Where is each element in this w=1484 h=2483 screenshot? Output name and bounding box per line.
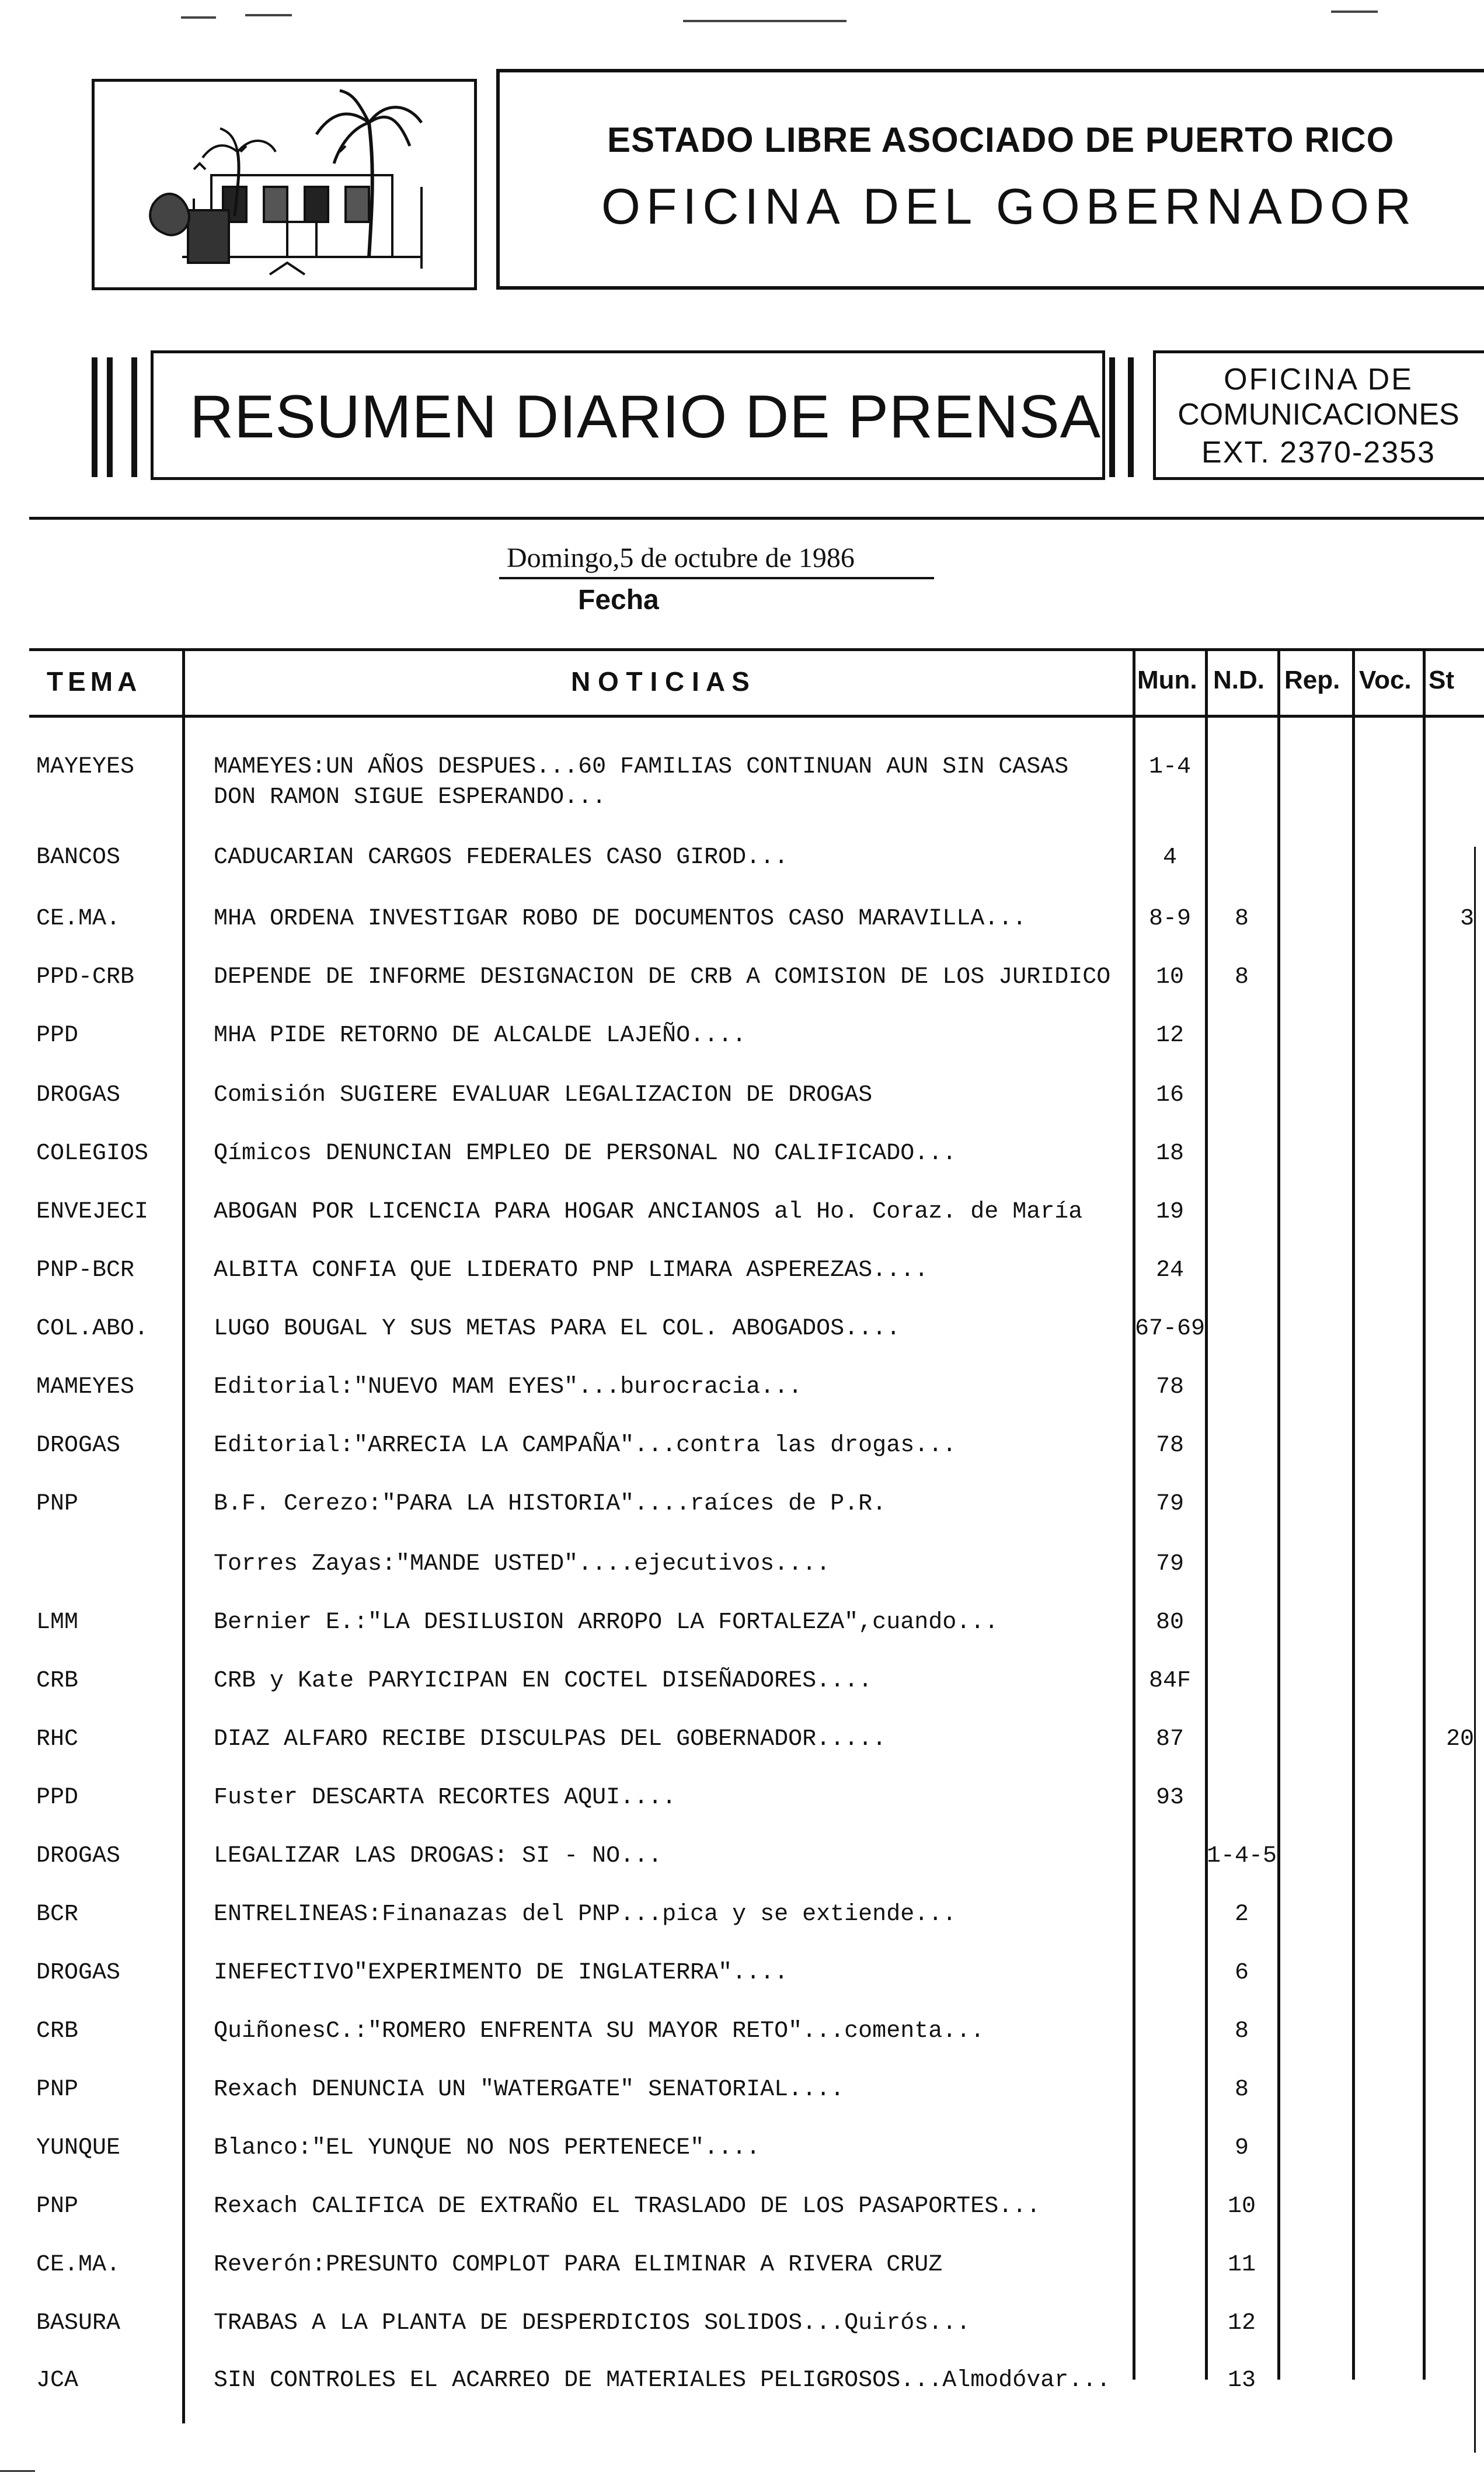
row-noticia: Reverón:PRESUNTO COMPLOT PARA ELIMINAR A RIVERA CRUZ bbox=[214, 2252, 943, 2278]
fortaleza-illustration bbox=[95, 82, 474, 287]
row-noticia: TRABAS A LA PLANTA DE DESPERDICIOS SOLIDOS...Quirós... bbox=[214, 2310, 971, 2336]
left-bar-3 bbox=[131, 357, 137, 477]
office-line2: COMUNICACIONES bbox=[1178, 398, 1459, 432]
row-nd: 8 bbox=[1234, 964, 1249, 990]
row-nd: 12 bbox=[1227, 2310, 1256, 2336]
header-st: St bbox=[1429, 666, 1454, 694]
row-tema: BANCOS bbox=[36, 844, 121, 871]
row-tema: PNP bbox=[36, 2193, 79, 2220]
row-mun: 78 bbox=[1155, 1432, 1184, 1459]
row-mun: 4 bbox=[1162, 844, 1177, 871]
row-nd: 2 bbox=[1234, 1901, 1249, 1928]
row-mun: 87 bbox=[1155, 1726, 1184, 1752]
row-mun: 84F bbox=[1148, 1668, 1191, 1694]
row-mun: 10 bbox=[1155, 964, 1184, 990]
row-tema: JCA bbox=[36, 2367, 79, 2394]
row-noticia: CADUCARIAN CARGOS FEDERALES CASO GIROD... bbox=[214, 844, 789, 871]
row-tema: DROGAS bbox=[36, 1432, 121, 1459]
top-mark-4 bbox=[1331, 11, 1378, 13]
row-tema: COL.ABO. bbox=[36, 1316, 149, 1342]
row-noticia: INEFECTIVO"EXPERIMENTO DE INGLATERRA".... bbox=[214, 1960, 789, 1986]
left-bar-2 bbox=[107, 357, 113, 477]
row-mun: 19 bbox=[1155, 1199, 1184, 1225]
row-mun: 16 bbox=[1155, 1082, 1184, 1108]
row-tema: BCR bbox=[36, 1901, 79, 1928]
row-nd: 9 bbox=[1234, 2135, 1249, 2161]
row-noticia-line2: DON RAMON SIGUE ESPERANDO... bbox=[214, 784, 607, 811]
row-tema: BASURA bbox=[36, 2310, 121, 2336]
row-noticia: Rexach DENUNCIA UN "WATERGATE" SENATORIAL.... bbox=[214, 2077, 845, 2103]
row-nd: 11 bbox=[1227, 2252, 1256, 2278]
header-rep: Rep. bbox=[1284, 666, 1340, 694]
header-divider bbox=[29, 517, 1484, 520]
right-bar-2 bbox=[1128, 357, 1134, 477]
row-mun: 79 bbox=[1155, 1551, 1184, 1577]
row-tema: CRB bbox=[36, 2018, 79, 2044]
row-noticia: MAMEYES:UN AÑOS DESPUES...60 FAMILIAS CONTINUAN AUN SIN CASAS bbox=[214, 754, 1069, 780]
row-nd: 6 bbox=[1234, 1960, 1249, 1986]
row-noticia: Blanco:"EL YUNQUE NO NOS PERTENECE".... bbox=[214, 2135, 761, 2161]
row-tema: MAYEYES bbox=[36, 754, 135, 780]
col-divider-nd bbox=[1277, 648, 1280, 2380]
row-nd: 1-4-5 bbox=[1206, 1843, 1277, 1869]
row-noticia: DEPENDE DE INFORME DESIGNACION DE CRB A COMISION DE LOS JURIDICO bbox=[214, 964, 1111, 990]
col-divider-rep bbox=[1352, 648, 1355, 2380]
right-bar-1 bbox=[1109, 357, 1115, 477]
row-st: 20 bbox=[1445, 1726, 1474, 1752]
row-noticia: CRB y Kate PARYICIPAN EN COCTEL DISEÑADORES.... bbox=[214, 1668, 873, 1694]
row-noticia: ABOGAN POR LICENCIA PARA HOGAR ANCIANOS al Ho. Coraz. de María bbox=[214, 1199, 1083, 1225]
date-underline bbox=[499, 577, 934, 579]
header-nd: N.D. bbox=[1213, 666, 1264, 694]
row-tema: PNP-BCR bbox=[36, 1257, 135, 1284]
left-bar-1 bbox=[92, 357, 97, 477]
row-noticia: LUGO BOUGAL Y SUS METAS PARA EL COL. ABOGADOS.... bbox=[214, 1316, 901, 1342]
date-label: Fecha bbox=[578, 585, 659, 615]
row-noticia: MHA ORDENA INVESTIGAR ROBO DE DOCUMENTOS CASO MARAVILLA... bbox=[214, 906, 1027, 932]
row-nd: 8 bbox=[1234, 2077, 1249, 2103]
row-noticia: Bernier E.:"LA DESILUSION ARROPO LA FORTALEZA",cuando... bbox=[214, 1609, 999, 1636]
row-tema: COLEGIOS bbox=[36, 1140, 149, 1167]
row-mun: 1-4 bbox=[1148, 754, 1191, 780]
row-mun: 18 bbox=[1155, 1140, 1184, 1167]
row-mun: 67-69 bbox=[1135, 1316, 1206, 1342]
logo-box bbox=[92, 79, 477, 290]
row-tema: YUNQUE bbox=[36, 2135, 121, 2161]
row-tema: CRB bbox=[36, 1668, 79, 1694]
row-noticia: QuiñonesC.:"ROMERO ENFRENTA SU MAYOR RETO"...comenta... bbox=[214, 2018, 985, 2044]
row-noticia: MHA PIDE RETORNO DE ALCALDE LAJEÑO.... bbox=[214, 1023, 747, 1049]
row-noticia: B.F. Cerezo:"PARA LA HISTORIA"....raíces de P.R. bbox=[214, 1491, 887, 1517]
row-noticia: DIAZ ALFARO RECIBE DISCULPAS DEL GOBERNADOR..... bbox=[214, 1726, 887, 1752]
header-line1: ESTADO LIBRE ASOCIADO DE PUERTO RICO bbox=[607, 120, 1395, 159]
row-noticia: Qímicos DENUNCIAN EMPLEO DE PERSONAL NO CALIFICADO... bbox=[214, 1140, 957, 1167]
row-st: 3 bbox=[1459, 906, 1474, 932]
top-mark-1 bbox=[181, 16, 216, 19]
row-noticia: ALBITA CONFIA QUE LIDERATO PNP LIMARA ASPEREZAS.... bbox=[214, 1257, 929, 1284]
office-line3: EXT. 2370-2353 bbox=[1201, 436, 1436, 470]
table-top-rule bbox=[29, 648, 1484, 651]
row-noticia: Comisión SUGIERE EVALUAR LEGALIZACION DE DROGAS bbox=[214, 1082, 873, 1108]
row-tema: DROGAS bbox=[36, 1843, 121, 1869]
row-tema: CE.MA. bbox=[36, 2252, 121, 2278]
row-tema: ENVEJECI bbox=[36, 1199, 149, 1225]
row-mun: 24 bbox=[1155, 1257, 1184, 1284]
row-tema: DROGAS bbox=[36, 1082, 121, 1108]
top-mark-2 bbox=[245, 14, 292, 16]
row-noticia: SIN CONTROLES EL ACARREO DE MATERIALES PELIGROSOS...Almodóvar... bbox=[214, 2367, 1111, 2394]
row-noticia: Torres Zayas:"MANDE USTED"....ejecutivos.... bbox=[214, 1551, 831, 1577]
row-tema: PNP bbox=[36, 1491, 79, 1517]
row-nd: 13 bbox=[1227, 2367, 1256, 2394]
table-header-rule bbox=[29, 715, 1484, 718]
row-tema: PPD-CRB bbox=[36, 964, 135, 990]
bottom-artifact bbox=[0, 2470, 35, 2472]
row-noticia: Rexach CALIFICA DE EXTRAÑO EL TRASLADO DE LOS PASAPORTES... bbox=[214, 2193, 1041, 2220]
row-nd: 10 bbox=[1227, 2193, 1256, 2220]
row-noticia: Editorial:"ARRECIA LA CAMPAÑA"...contra las drogas... bbox=[214, 1432, 957, 1459]
header-voc: Voc. bbox=[1359, 666, 1412, 694]
row-mun: 78 bbox=[1155, 1374, 1184, 1400]
top-mark-3 bbox=[683, 20, 846, 22]
header-mun: Mun. bbox=[1137, 666, 1197, 694]
banner-title: RESUMEN DIARIO DE PRENSA bbox=[190, 383, 1102, 451]
row-mun: 8-9 bbox=[1148, 906, 1191, 932]
row-tema: PPD bbox=[36, 1023, 79, 1049]
row-nd: 8 bbox=[1234, 2018, 1249, 2044]
row-tema: DROGAS bbox=[36, 1960, 121, 1986]
row-tema: PPD bbox=[36, 1785, 79, 1811]
header-noticias: N O T I C I A S bbox=[571, 666, 750, 697]
row-mun: 12 bbox=[1155, 1023, 1184, 1049]
date-value: Domingo,5 de octubre de 1986 bbox=[507, 542, 855, 573]
col-divider-tema bbox=[182, 648, 185, 2423]
row-tema: CE.MA. bbox=[36, 906, 121, 932]
office-line1: OFICINA DE bbox=[1224, 363, 1413, 397]
row-mun: 79 bbox=[1155, 1491, 1184, 1517]
row-noticia: Fuster DESCARTA RECORTES AQUI.... bbox=[214, 1785, 677, 1811]
row-noticia: ENTRELINEAS:Finanazas del PNP...pica y se extiende... bbox=[214, 1901, 957, 1928]
header-line2: OFICINA DEL GOBERNADOR bbox=[601, 179, 1417, 235]
row-mun: 80 bbox=[1155, 1609, 1184, 1636]
col-divider-st bbox=[1474, 847, 1476, 2453]
row-mun: 93 bbox=[1155, 1785, 1184, 1811]
row-noticia: LEGALIZAR LAS DROGAS: SI - NO... bbox=[214, 1843, 663, 1869]
row-tema: LMM bbox=[36, 1609, 79, 1636]
row-noticia: Editorial:"NUEVO MAM EYES"...burocracia... bbox=[214, 1374, 803, 1400]
row-tema: PNP bbox=[36, 2077, 79, 2103]
row-tema: RHC bbox=[36, 1726, 79, 1752]
header-tema: TEMA bbox=[47, 666, 142, 697]
row-tema: MAMEYES bbox=[36, 1374, 135, 1400]
row-nd: 8 bbox=[1234, 906, 1249, 932]
